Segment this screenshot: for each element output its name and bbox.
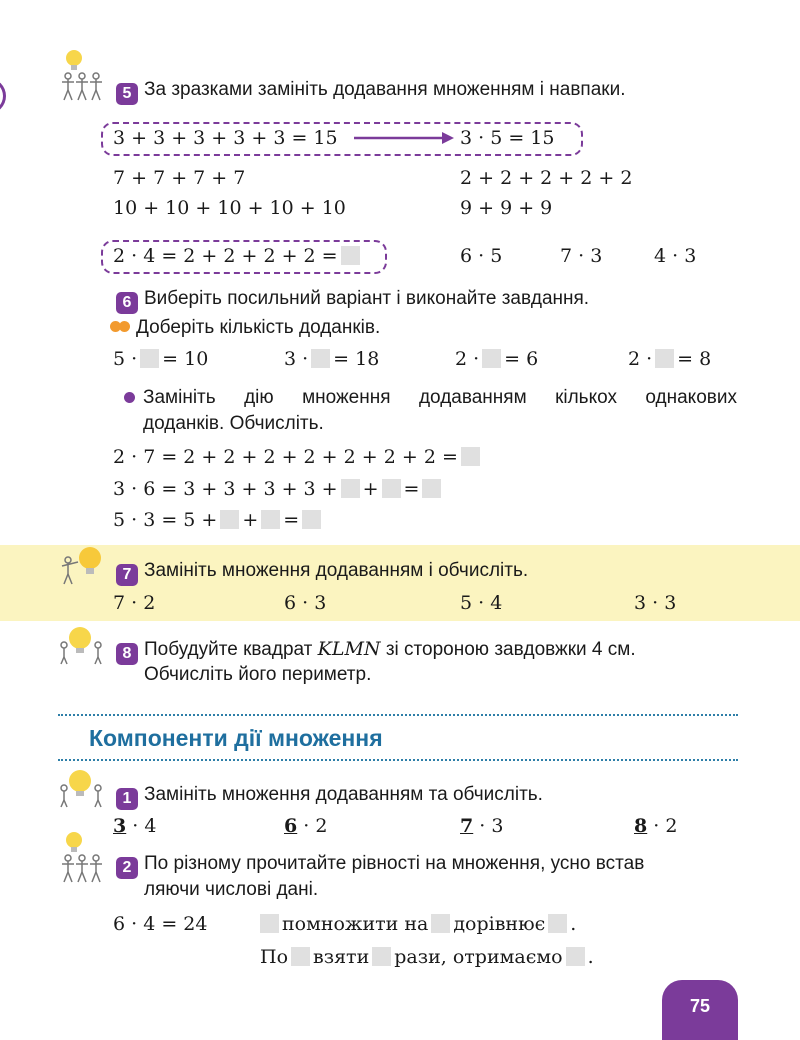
lightbulb-group-icon [58, 46, 108, 104]
task8-line2: Обчисліть його периметр. [144, 664, 372, 685]
task7-title: Замініть множення додаванням і обчисліть. [144, 560, 529, 581]
task6-eq1: 2 · 7 = 2 + 2 + 2 + 2 + 2 + 2 + 2 = [113, 446, 483, 468]
task5-row1-left: 7 + 7 + 7 + 7 [113, 167, 246, 189]
task6-number: 6 [116, 292, 138, 314]
arrow-right-icon [354, 131, 454, 145]
answer-blank[interactable] [220, 510, 239, 529]
answer-blank[interactable] [482, 349, 501, 368]
task5-title: За зразками замініть додавання множенням і навпаки. [144, 79, 626, 100]
answer-blank[interactable] [341, 479, 360, 498]
s-task1-item-1: 3 · 4 [113, 815, 157, 837]
s-task1-title: Замініть множення додаванням та обчисліть. [144, 784, 543, 805]
s-task1-item-2: 6 · 2 [284, 815, 328, 837]
task5-item-1: 6 · 5 [460, 245, 503, 267]
task7-number: 7 [116, 564, 138, 586]
task6-title: Виберіть посильний варіант і виконайте завдання. [144, 288, 590, 309]
answer-blank[interactable] [461, 447, 480, 466]
lightbulb-pair-icon [58, 625, 108, 665]
answer-blank[interactable] [260, 914, 279, 933]
s-task2-reading-1: помножити на дорівнює . [257, 913, 576, 935]
answer-blank[interactable] [548, 914, 567, 933]
left-edge-tab [0, 78, 6, 114]
task8-number: 8 [116, 643, 138, 665]
task6-variant-b-line2: доданків. Обчисліть. [143, 413, 324, 434]
task6-heading [116, 288, 589, 314]
answer-blank[interactable] [382, 479, 401, 498]
section-bottom-divider [58, 759, 738, 761]
answer-blank[interactable] [655, 349, 674, 368]
task6-variant-a: Доберіть кількість доданків. [110, 317, 380, 339]
s-task1-heading [116, 784, 543, 810]
answer-blank[interactable] [566, 947, 585, 966]
task5-item-3: 4 · 3 [654, 245, 697, 267]
task6-variant-b-line1: Замініть дію множення додаванням кількох однакових [143, 387, 737, 408]
square-name: KLMN [317, 638, 381, 660]
example-right: 3 · 5 = 15 [460, 127, 555, 149]
answer-blank[interactable] [431, 914, 450, 933]
answer-blank[interactable] [261, 510, 280, 529]
lightbulb-person-icon [58, 544, 106, 586]
s-task2-line2: ляючи числові дані. [144, 879, 319, 900]
lightbulb-group-icon [58, 828, 108, 886]
s-task2-reading-2: По взяти рази, отримаємо . [260, 946, 594, 968]
s-task2-number: 2 [116, 857, 138, 879]
s-task1-item-4: 8 · 2 [634, 815, 678, 837]
task5-heading [116, 79, 625, 105]
task7-item-3: 5 · 4 [460, 592, 503, 614]
task5-row1-right: 2 + 2 + 2 + 2 + 2 [460, 167, 633, 189]
answer-blank[interactable] [311, 349, 330, 368]
task7-heading [116, 560, 528, 586]
answer-blank[interactable] [341, 246, 360, 265]
s-task2-line1: 2 По різному прочитайте рівності на множення, усно встав [116, 853, 644, 879]
task6-eq2: 3 · 6 = 3 + 3 + 3 + 3 + + = [113, 478, 444, 500]
answer-blank[interactable] [422, 479, 441, 498]
task8-line1: 8 Побудуйте квадрат KLMN зі стороною завдовжки 4 см. [116, 638, 636, 665]
task5-number: 5 [116, 83, 138, 105]
task6-item-1: 5 · = 10 [113, 348, 209, 370]
task6-item-3: 2 · = 6 [455, 348, 539, 370]
task5-row2-right: 9 + 9 + 9 [460, 197, 553, 219]
task6-item-4: 2 · = 8 [628, 348, 712, 370]
s-task1-item-3: 7 · 3 [460, 815, 504, 837]
lightbulb-pair-icon [58, 768, 108, 808]
task7-item-4: 3 · 3 [634, 592, 677, 614]
answer-blank[interactable] [140, 349, 159, 368]
task5-item-2: 7 · 3 [560, 245, 603, 267]
section-title: Компоненти дії множення [89, 725, 383, 751]
task6-eq3: 5 · 3 = 5 + + = [113, 509, 324, 531]
s-task2-equation: 6 · 4 = 24 [113, 913, 208, 935]
answer-blank[interactable] [302, 510, 321, 529]
answer-blank[interactable] [372, 947, 391, 966]
task6-item-2: 3 · = 18 [284, 348, 380, 370]
example2: 2 · 4 = 2 + 2 + 2 + 2 = [113, 245, 363, 267]
answer-blank[interactable] [291, 947, 310, 966]
section-top-divider [58, 714, 738, 716]
page-number: 75 [689, 996, 711, 1016]
purple-dot-icon [124, 392, 135, 403]
s-task1-number: 1 [116, 788, 138, 810]
task7-item-2: 6 · 3 [284, 592, 327, 614]
task5-row2-left: 10 + 10 + 10 + 10 + 10 [113, 197, 346, 219]
task7-item-1: 7 · 2 [113, 592, 156, 614]
example-left: 3 + 3 + 3 + 3 + 3 = 15 [113, 127, 338, 149]
